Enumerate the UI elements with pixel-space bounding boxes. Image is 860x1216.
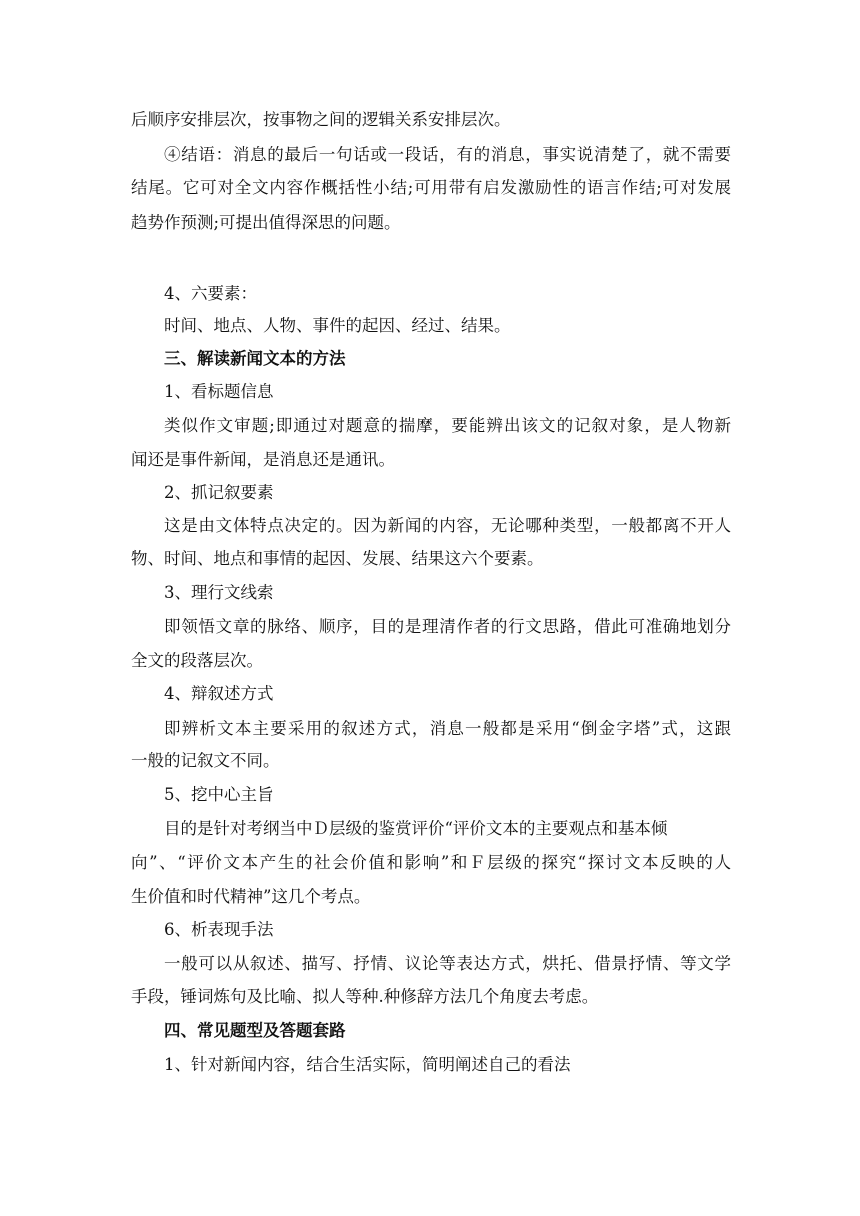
paragraph-line: 即领悟文章的脉络、顺序，目的是理清作者的行文思路，借此可准确地划分	[164, 617, 731, 636]
section-item: 1、看标题信息	[164, 382, 274, 401]
paragraph-line: 类似作文审题;即通过对题意的揣摩，要能辨出该文的记叙对象，是人物新	[164, 416, 731, 435]
section-item: 6、析表现手法	[164, 920, 274, 939]
paragraph-line: 后顺序安排层次，按事物之间的逻辑关系安排层次。	[131, 110, 511, 129]
paragraph-line: 全文的段落层次。	[131, 651, 263, 670]
paragraph-line: 时间、地点、人物、事件的起因、经过、结果。	[164, 316, 511, 335]
paragraph-line: 一般的记叙文不同。	[131, 751, 280, 770]
section-item: 2、抓记叙要素	[164, 483, 274, 502]
section-item: 4、六要素：	[164, 284, 257, 303]
section-item: 3、理行文线索	[164, 583, 274, 602]
section-heading: 三、解读新闻文本的方法	[164, 349, 346, 368]
section-heading: 四、常见题型及答题套路	[164, 1021, 346, 1040]
paragraph-line: 目的是针对考纲当中Ｄ层级的鉴赏评价“评价文本的主要观点和基本倾	[164, 819, 668, 838]
paragraph-line: 物、时间、地点和事情的起因、发展、结果这六个要素。	[131, 549, 544, 568]
paragraph-line: 手段，锤词炼句及比喻、拟人等种.种修辞方法几个角度去考虑。	[131, 987, 599, 1006]
paragraph-line: 结尾。它可对全文内容作概括性小结;可用带有启发激励性的语言作结;可对发展	[131, 178, 731, 197]
paragraph-line: 这是由文体特点决定的。因为新闻的内容，无论哪种类型，一般都离不开人	[164, 516, 731, 535]
paragraph-line: ④结语：消息的最后一句话或一段话，有的消息，事实说清楚了，就不需要	[164, 145, 731, 164]
paragraph-line: 即辨析文本主要采用的叙述方式，消息一般都是采用“倒金字塔”式，这跟	[164, 719, 731, 738]
section-item: 5、挖中心主旨	[164, 785, 274, 804]
paragraph-line: 一般可以从叙述、描写、抒情、议论等表达方式，烘托、借景抒情、等文学	[164, 954, 731, 973]
section-item: 4、辩叙述方式	[164, 684, 274, 703]
paragraph-line: 生价值和时代精神”这几个考点。	[131, 887, 371, 906]
paragraph-line: 向”、“评价文本产生的社会价值和影响”和Ｆ层级的探究“探讨文本反映的人	[131, 853, 731, 872]
section-item: 1、针对新闻内容，结合生活实际，简明阐述自己的看法	[164, 1055, 571, 1074]
paragraph-line: 闻还是事件新闻，是消息还是通讯。	[131, 450, 395, 469]
paragraph-line: 趋势作预测;可提出值得深思的问题。	[131, 213, 401, 232]
